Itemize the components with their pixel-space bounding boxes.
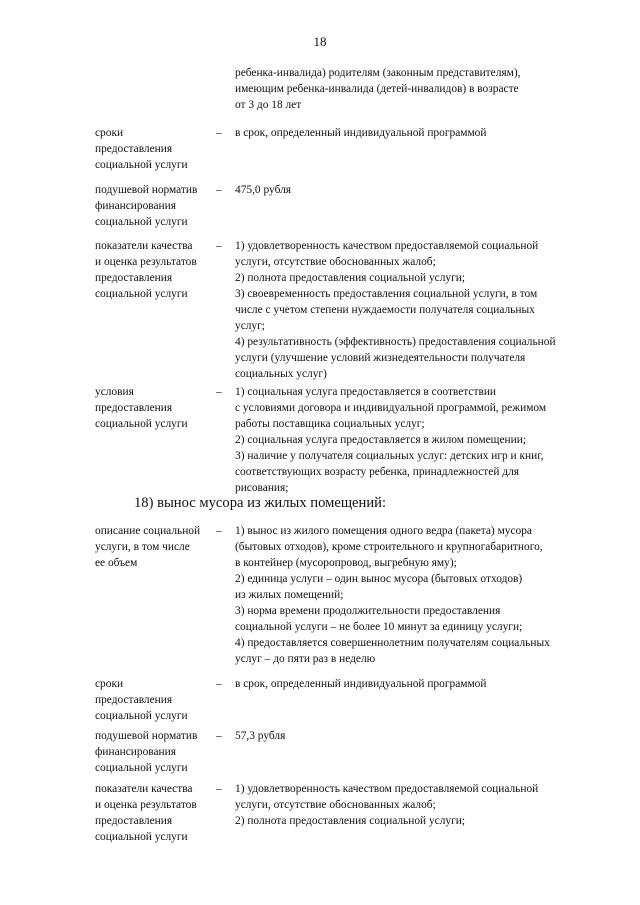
section-heading: 18) вынос мусора из жилых помещений:	[134, 495, 387, 511]
row-label: показатели качества	[95, 783, 193, 795]
row-value: из жилых помещений;	[235, 589, 344, 601]
intro-line: от 3 до 18 лет	[235, 99, 302, 111]
row-label: ее объем	[95, 557, 138, 569]
row-value: в контейнер (мусоропровод, выгребную яму);	[235, 557, 457, 569]
row-value: 3) наличие у получателя социальных услуг: детских игр и книг,	[235, 450, 544, 462]
row-value: в срок, определенный индивидуальной программой	[235, 678, 487, 690]
row-label: описание социальной	[95, 525, 201, 537]
row-value: 1) вынос из жилого помещения одного ведра (пакета) мусора	[235, 525, 532, 537]
row-value: 1) удовлетворенность качеством предоставляемой социальной	[235, 240, 539, 252]
row-value: 3) своевременность предоставления социальной услуги, в том	[235, 288, 538, 300]
row-label: социальной услуги	[95, 831, 188, 843]
row-value: рисования;	[235, 482, 289, 494]
row-value: 2) полнота предоставления социальной услуги;	[235, 815, 466, 827]
row-dash: –	[216, 184, 222, 196]
row-value: соответствующих возрасту ребенка, принадлежностей для	[235, 466, 519, 478]
row-label: предоставления	[95, 272, 173, 284]
row-value: числе с учетом степени нуждаемости получателя социальных	[235, 304, 535, 316]
row-label: социальной услуги	[95, 418, 188, 430]
row-label: услуги, в том числе	[95, 541, 190, 553]
row-value: 2) социальная услуга предоставляется в жилом помещении;	[235, 434, 526, 446]
row-value: услуг;	[235, 320, 265, 332]
row-value: (бытовых отходов), кроме строительного и крупногабаритного,	[235, 541, 543, 553]
row-value: 3) норма времени продолжительности предоставления	[235, 605, 501, 617]
row-label: социальной услуги	[95, 762, 188, 774]
row-label: предоставления	[95, 815, 173, 827]
row-label: социальной услуги	[95, 216, 188, 228]
row-value: 475,0 рубля	[235, 184, 292, 196]
row-label: социальной услуги	[95, 288, 188, 300]
intro-line: имеющим ребенка-инвалида (детей-инвалидов) в возрасте	[235, 83, 519, 95]
row-label: показатели качества	[95, 240, 193, 252]
row-value: услуги (улучшение условий жизнедеятельности получателя	[235, 352, 526, 364]
row-value: работы поставщика социальных услуг;	[235, 418, 425, 430]
row-value: в срок, определенный индивидуальной программой	[235, 127, 487, 139]
row-value: социальных услуг)	[235, 368, 327, 380]
row-value: услуги, отсутствие обоснованных жалоб;	[235, 799, 436, 811]
row-label: сроки	[95, 678, 124, 690]
row-dash: –	[216, 678, 222, 690]
row-value: 1) удовлетворенность качеством предоставляемой социальной	[235, 783, 539, 795]
row-label: предоставления	[95, 143, 173, 155]
row-label: сроки	[95, 127, 124, 139]
row-dash: –	[216, 386, 222, 398]
row-label: и оценка результатов	[95, 799, 197, 811]
row-value: 1) социальная услуга предоставляется в соответствии	[235, 386, 497, 398]
row-value: услуг – до пяти раз в неделю	[235, 653, 376, 665]
page-number: 18	[313, 34, 327, 49]
row-label: и оценка результатов	[95, 256, 197, 268]
row-dash: –	[216, 783, 222, 795]
row-label: финансирования	[95, 746, 176, 758]
row-value: услуги, отсутствие обоснованных жалоб;	[235, 256, 436, 268]
intro-line: ребенка-инвалида) родителям (законным представителям),	[235, 67, 521, 79]
row-value: 2) единица услуги – один вынос мусора (бытовых отходов)	[235, 573, 523, 585]
row-label: социальной услуги	[95, 159, 188, 171]
row-label: финансирования	[95, 200, 176, 212]
row-value: 4) результативность (эффективность) предоставления социальной	[235, 336, 556, 348]
row-dash: –	[216, 240, 222, 252]
row-label: предоставления	[95, 694, 173, 706]
row-value: с условиями договора и индивидуальной программой, режимом	[235, 402, 547, 414]
row-dash: –	[216, 730, 222, 742]
row-label: условия	[95, 386, 134, 398]
row-value: 2) полнота предоставления социальной услуги;	[235, 272, 466, 284]
row-value: социальной услуги – не более 10 минут за единицу услуги;	[235, 621, 523, 633]
row-label: предоставления	[95, 402, 173, 414]
row-label: подушевой норматив	[95, 730, 198, 742]
row-dash: –	[216, 127, 222, 139]
row-value: 57,3 рубля	[235, 730, 286, 742]
row-label: подушевой норматив	[95, 184, 198, 196]
row-value: 4) предоставляется совершеннолетним получателям социальных	[235, 637, 550, 649]
row-label: социальной услуги	[95, 710, 188, 722]
row-dash: –	[216, 525, 222, 537]
